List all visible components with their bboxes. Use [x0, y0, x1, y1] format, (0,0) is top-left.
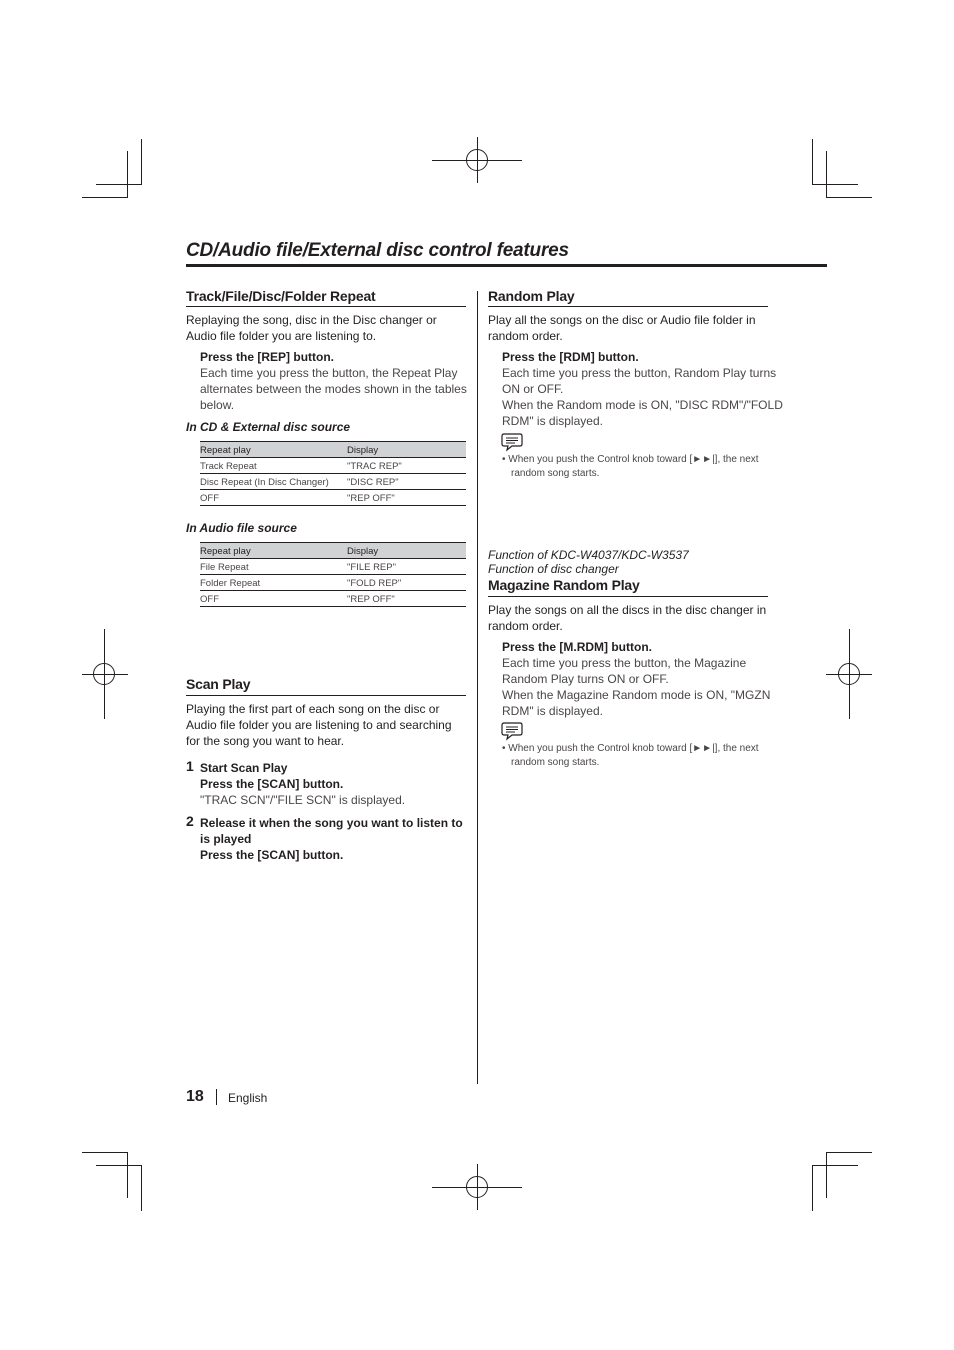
table-cell: Disc Repeat (In Disc Changer) — [200, 474, 347, 490]
magazine-heading-rule — [488, 596, 768, 597]
table-cell: "FILE REP" — [347, 559, 466, 575]
random-heading: Random Play — [488, 288, 575, 304]
audio-source-subhead: In Audio file source — [186, 521, 297, 535]
footer-language: English — [228, 1091, 268, 1105]
random-intro: Play all the songs on the disc or Audio file folder in random order. — [488, 313, 756, 343]
note-speech-bubble-icon — [501, 432, 523, 452]
table-row — [200, 559, 466, 575]
table-cell: "REP OFF" — [347, 591, 466, 607]
step-1: Start Scan Play Press the [SCAN] button. "TRAC SCN"/"FILE SCN" is displayed. — [200, 761, 406, 807]
table-cell: "REP OFF" — [347, 490, 466, 506]
table-row — [200, 458, 466, 474]
table-cell: "TRAC REP" — [347, 458, 466, 474]
magazine-instructions: Press the [M.RDM] button. Each time you press the button, the Magazine Random Play turns ON or OFF. When the Magazine Random mode is ON, "MGZN RDM" is displayed. — [502, 640, 771, 718]
table-header: Display — [347, 442, 466, 458]
step-1-number: 1 — [186, 758, 194, 774]
random-instructions: Press the [RDM] button. Each time you press the button, Random Play turns ON or OFF. When the Random mode is ON, "DISC RDM"/"FOLD RDM" is displayed. — [502, 350, 783, 428]
table-header: Repeat play — [200, 543, 347, 559]
column-divider — [477, 291, 478, 1084]
cd-source-subhead: In CD & External disc source — [186, 420, 351, 434]
note-speech-bubble-icon — [501, 721, 523, 741]
footer-separator — [216, 1089, 217, 1105]
step-2-number: 2 — [186, 813, 194, 829]
title-rule — [186, 264, 827, 267]
table-cell: Folder Repeat — [200, 575, 347, 591]
table-cell: File Repeat — [200, 559, 347, 575]
table-cell: Track Repeat — [200, 458, 347, 474]
table-cell: "DISC REP" — [347, 474, 466, 490]
table-row — [200, 591, 466, 607]
cd-repeat-table — [200, 441, 466, 506]
step-2: Release it when the song you want to listen to is played Press the [SCAN] button. — [200, 816, 463, 862]
table-cell: OFF — [200, 490, 347, 506]
repeat-heading-rule — [186, 306, 466, 307]
table-header-row — [200, 442, 466, 458]
scan-heading: Scan Play — [186, 676, 251, 692]
table-header: Display — [347, 543, 466, 559]
function-note: Function of KDC-W4037/KDC-W3537 Function of disc changer — [488, 548, 689, 576]
table-row — [200, 474, 466, 490]
magazine-heading: Magazine Random Play — [488, 577, 640, 593]
audio-repeat-table — [200, 542, 466, 607]
table-cell: OFF — [200, 591, 347, 607]
table-header: Repeat play — [200, 442, 347, 458]
page-number: 18 — [186, 1088, 204, 1105]
table-cell: "FOLD REP" — [347, 575, 466, 591]
scan-heading-rule — [186, 695, 466, 696]
magazine-intro: Play the songs on all the discs in the disc changer in random order. — [488, 603, 767, 633]
random-note: • When you push the Control knob toward [►►|], the next random song starts. — [502, 454, 759, 479]
magazine-note: • When you push the Control knob toward [►►|], the next random song starts. — [502, 743, 759, 768]
random-heading-rule — [488, 306, 768, 307]
table-row — [200, 575, 466, 591]
repeat-heading: Track/File/Disc/Folder Repeat — [186, 288, 376, 304]
scan-intro: Playing the first part of each song on the disc or Audio file folder you are listening to and searching for the song you want to hear. — [186, 702, 452, 748]
page-title: CD/Audio file/External disc control features — [186, 240, 569, 261]
table-header-row — [200, 543, 466, 559]
repeat-instructions: Press the [REP] button. Each time you press the button, the Repeat Play alternates between the modes shown in the tables below. — [200, 350, 467, 412]
repeat-intro: Replaying the song, disc in the Disc changer or Audio file folder you are listening to. — [186, 313, 437, 343]
table-row — [200, 490, 466, 506]
